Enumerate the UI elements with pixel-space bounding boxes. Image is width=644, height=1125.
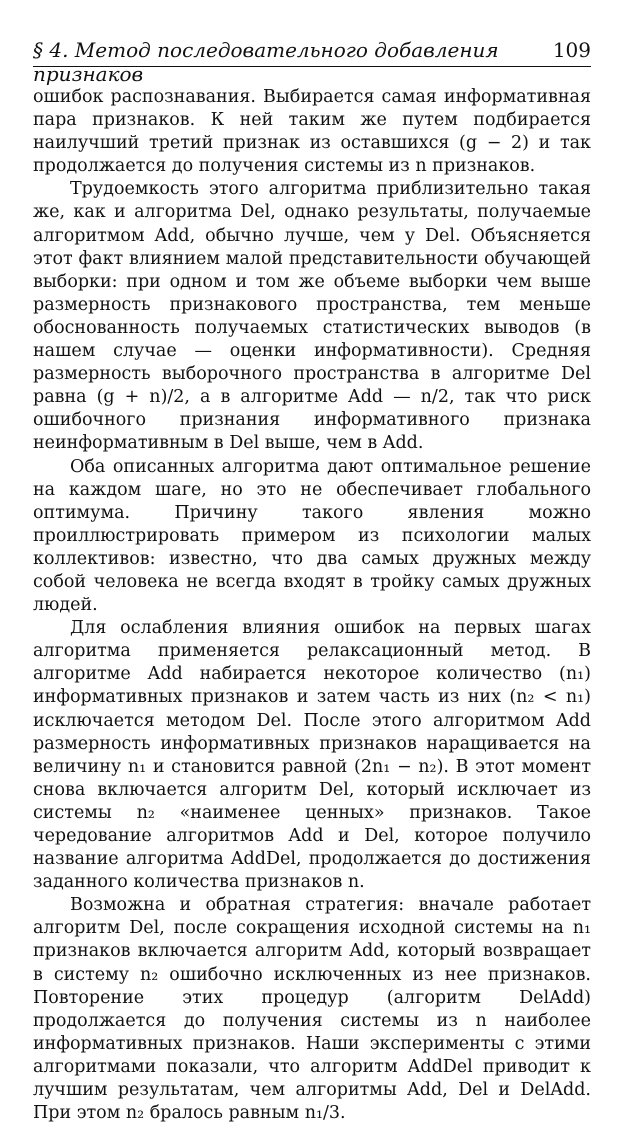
- page-number: 109: [552, 38, 591, 62]
- header-rule: [33, 66, 591, 67]
- paragraph-4: Для ослабления влияния ошибок на первых шагах алгоритма применяется релаксационный метод. В алгоритме Add набирается некоторое количество (n₁) информативных признаков и затем часть из них (n₂ < n₁) исключается методом Del. После этого алгоритмом Add размерность информативных признаков наращивается на величину n₁ и становится равной (2n₁ − n₂). В этот момент снова включается алгоритм Del, который исключает из системы n₂ «наименее ценных» признаков. Такое чередование алгоритмов Add и Del, которое получило название алгоритма AddDel, продолжается до достижения заданного количества признаков n.: [33, 618, 591, 893]
- running-header: [33, 38, 591, 86]
- paragraph-3: Оба описанных алгоритма дают оптимальное решение на каждом шаге, но это не обеспечивает глобального оптимума. Причину такого явления можно проиллюстрировать примером из психологии малых коллективов: известно, что два самых дружных между собой человека не всегда входят в тройку самых дружных людей.: [33, 456, 591, 616]
- body-text: [33, 86, 591, 1125]
- section-title: § 4. Метод последовательного добавления признаков: [33, 38, 499, 86]
- paragraph-2: Трудоемкость этого алгоритма приблизительно такая же, как и алгоритма Del, однако результаты, получаемые алгоритмом Add, обычно лучше, чем у Del. Объясняется этот факт влиянием малой представительности обучающей выборки: при одном и том же объеме выборки чем выше размерность признакового пространства, тем меньше обоснованность получаемых статистических выводов (в нашем случае — оценки информативности). Средняя размерность выборочного пространства в алгоритме Del равна (g + n)/2, а в алгоритме Add — n/2, так что риск ошибочного признания информативного признака неинформативным в Del выше, чем в Add.: [33, 179, 591, 454]
- paragraph-1: ошибок распознавания. Выбирается самая информативная пара признаков. К ней таким же путем подбирается наилучший третий признак из оставшихся (g − 2) и так продолжается до получения системы из n признаков.: [33, 87, 591, 177]
- paragraph-5: Возможна и обратная стратегия: вначале работает алгоритм Del, после сокращения исходной системы на n₁ признаков включается алгоритм Add, который возвращает в систему n₂ ошибочно исключенных из нее признаков. Повторение этих процедур (алгоритм DelAdd) продолжается до получения системы из n наиболее информативных признаков. Наши эксперименты с этими алгоритмами показали, что алгоритм AddDel приводит к лучшим результатам, чем алгоритмы Add, Del и DelAdd. При этом n₂ бралось равным n₁/3.: [33, 895, 591, 1124]
